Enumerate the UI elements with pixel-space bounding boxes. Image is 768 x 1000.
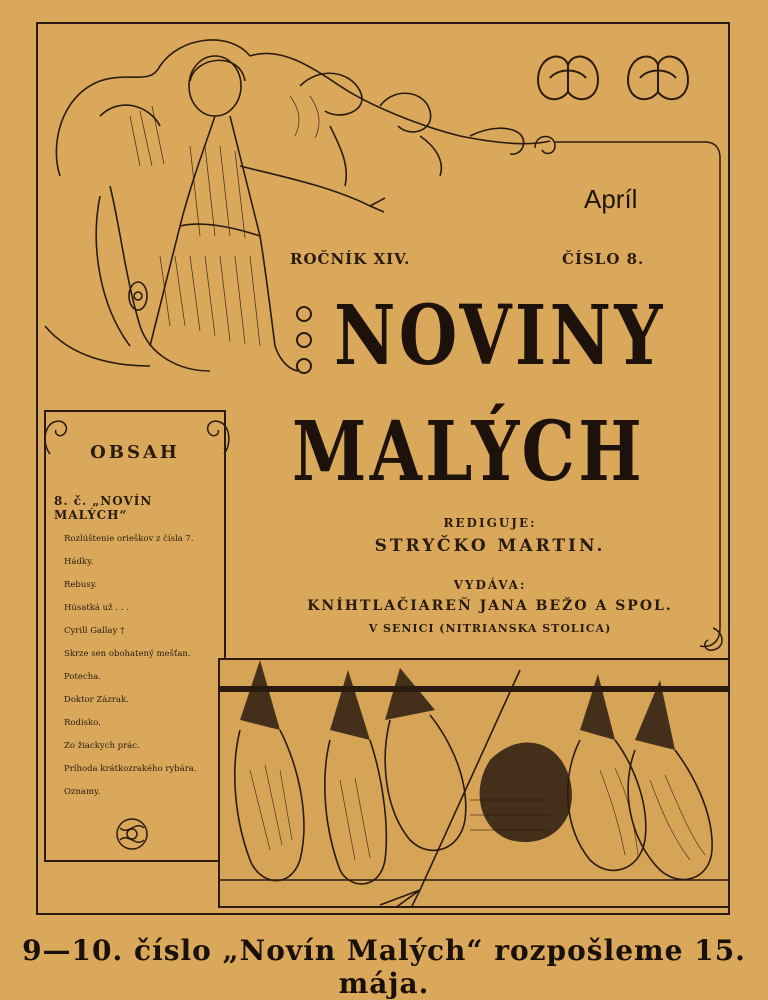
list-item: Skrze sen obohatený mešťan. [64,649,191,659]
gnomes-illustration [218,658,730,908]
list-item: Oznamy. [64,787,101,797]
masthead-line-1: NOVINY [334,288,666,384]
gnomes-drawing [220,660,730,908]
masthead-dots [296,306,312,384]
volume-label: ROČNÍK XIV. [290,250,411,268]
list-item: Rebusy. [64,580,98,590]
dot-ornament [296,358,312,374]
dot-ornament [296,332,312,348]
knot-ornament-icon [528,40,708,120]
list-item: Doktor Zázrak. [64,695,129,705]
knot-ornament-icon [112,814,152,854]
published-by-label: VYDÁVA: [453,578,527,592]
list-item: Zo žiackych prác. [64,741,140,751]
list-item: Húsatká už . . . [64,603,129,613]
contents-box-scroll-ornament [40,404,234,464]
contents-title: OBSAH [90,442,180,463]
contents-box [44,410,226,862]
month-label: Apríl [584,184,638,214]
issue-number-label: ČÍSLO 8. [562,250,645,268]
dot-ornament [296,306,312,322]
publisher-location: V SENICI (NITRIANSKA STOLICA) [368,622,612,635]
list-item: Rodisko. [64,718,101,728]
publisher-name: KNÍHTLAČIAREŇ JANA BEŽO A SPOL. [307,598,673,614]
contents-list [64,534,226,810]
masthead-line-2: MALÝCH [292,404,646,500]
editor-name: STRYČKO MARTIN. [374,536,606,556]
contents-issue-heading: 8. č. „NOVÍN MALÝCH“ [54,494,153,522]
list-item: Príhoda krátkozrakého rybára. [64,764,197,774]
list-item: Potecha. [64,672,101,682]
edited-by-label: REDIGUJE: [443,516,537,530]
list-item: Hádky. [64,557,94,567]
list-item: Rozlúštenie orieškov z čísla 7. [64,534,194,544]
footer-notice: 9—10. číslo „Novín Malých“ rozpošleme 15. mája. [22,934,746,1000]
list-item: Cyrill Gallay † [64,626,125,636]
